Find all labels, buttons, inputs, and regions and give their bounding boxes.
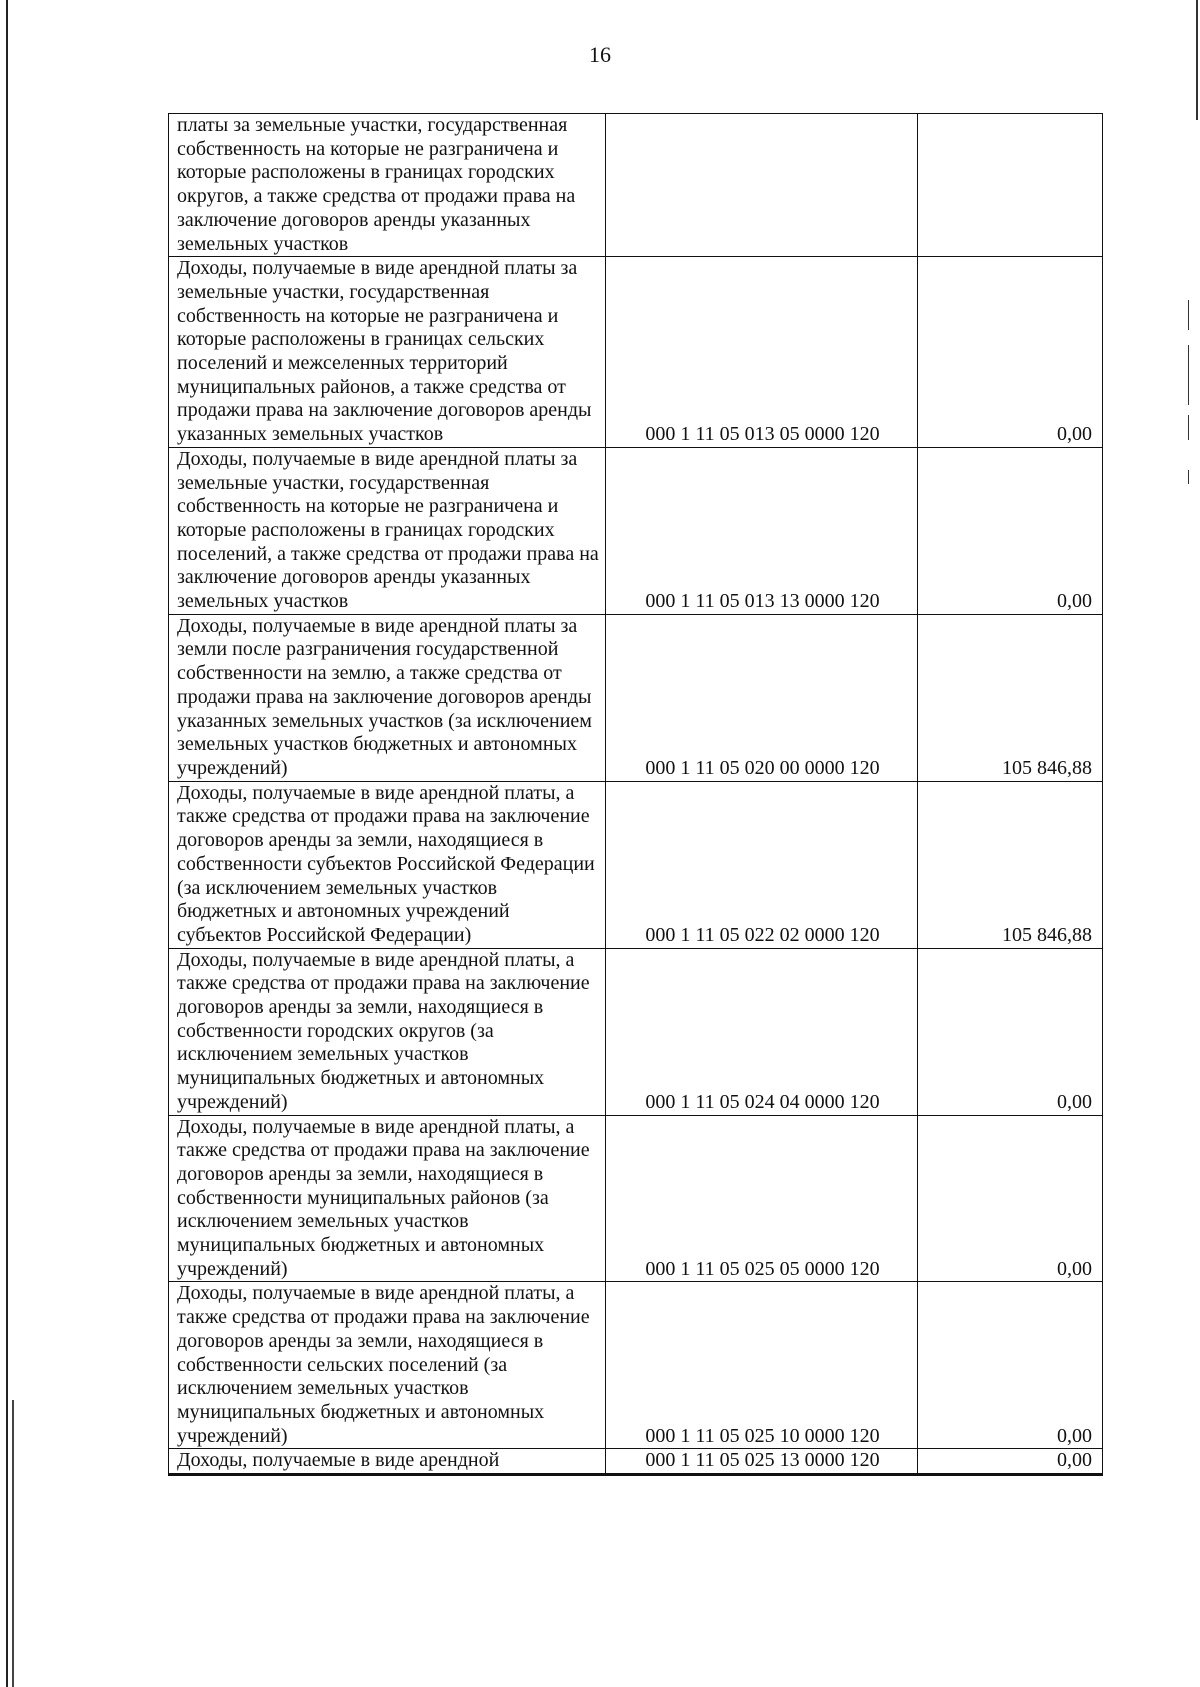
table-row [169, 114, 1103, 257]
row-code: 000 1 11 05 013 13 0000 120 [606, 447, 918, 614]
row-code: 000 1 11 05 024 04 0000 120 [606, 948, 918, 1115]
table-row [169, 1115, 1103, 1282]
row-amount: 0,00 [918, 1282, 1103, 1449]
table-row [169, 257, 1103, 448]
row-description: Доходы, получаемые в виде арендной платы за земельные участки, государственная собственность на которые не разграничена и которые расположены в границах городских поселений, а также средства от продажи права на заключение договоров аренды указанных земельных участков [169, 447, 606, 614]
scan-edge-left [6, 0, 8, 1687]
row-description: Доходы, получаемые в виде арендной платы за земельные участки, государственная собственность на которые не разграничена и которые расположены в границах сельских поселений и межселенных территорий муниципальных районов, а также средства от продажи права на заключение договоров аренды указанных земельных участков [169, 257, 606, 448]
scan-mark-right [1188, 345, 1189, 405]
row-code [606, 114, 918, 257]
row-amount: 0,00 [918, 1115, 1103, 1282]
table-row [169, 447, 1103, 614]
row-code: 000 1 11 05 025 10 0000 120 [606, 1282, 918, 1449]
scan-edge-left-inner [12, 1400, 14, 1687]
row-code: 000 1 11 05 020 00 0000 120 [606, 614, 918, 781]
row-amount: 0,00 [918, 257, 1103, 448]
table-row [169, 948, 1103, 1115]
row-amount: 105 846,88 [918, 781, 1103, 948]
row-code: 000 1 11 05 025 05 0000 120 [606, 1115, 918, 1282]
row-description: Доходы, получаемые в виде арендной платы за земли после разграничения государственной собственности на землю, а также средства от продажи права на заключение договоров аренды указанных земельных участков (за исключением земельных участков бюджетных и автономных учреждений) [169, 614, 606, 781]
scan-mark-right [1188, 470, 1189, 484]
revenue-table [168, 113, 1103, 1476]
row-description: Доходы, получаемые в виде арендной платы, а также средства от продажи права на заключение договоров аренды за земли, находящиеся в собственности городских округов (за исключением земельных участков муниципальных бюджетных и автономных учреждений) [169, 948, 606, 1115]
page-number: 16 [589, 42, 611, 67]
scan-mark-right [1188, 415, 1189, 440]
row-description: Доходы, получаемые в виде арендной платы, а также средства от продажи права на заключение договоров аренды за земли, находящиеся в собственности субъектов Российской Федерации (за исключением земельных участков бюджетных и автономных учреждений субъектов Российской Федерации) [169, 781, 606, 948]
row-description: Доходы, получаемые в виде арендной [169, 1449, 606, 1475]
row-amount: 0,00 [918, 447, 1103, 614]
table-row [169, 1449, 1103, 1475]
row-description: Доходы, получаемые в виде арендной платы, а также средства от продажи права на заключение договоров аренды за земли, находящиеся в собственности сельских поселений (за исключением земельных участков муниципальных бюджетных и автономных учреждений) [169, 1282, 606, 1449]
row-amount [918, 114, 1103, 257]
row-code: 000 1 11 05 013 05 0000 120 [606, 257, 918, 448]
table-row [169, 1282, 1103, 1449]
row-amount: 0,00 [918, 1449, 1103, 1475]
row-amount: 0,00 [918, 948, 1103, 1115]
table-row [169, 614, 1103, 781]
table-row [169, 781, 1103, 948]
row-amount: 105 846,88 [918, 614, 1103, 781]
row-code: 000 1 11 05 025 13 0000 120 [606, 1449, 918, 1475]
row-description: платы за земельные участки, государственная собственность на которые не разграничена и которые расположены в границах городских округов, а также средства от продажи права на заключение договоров аренды указанных земельных участков [169, 114, 606, 257]
row-code: 000 1 11 05 022 02 0000 120 [606, 781, 918, 948]
row-description: Доходы, получаемые в виде арендной платы, а также средства от продажи права на заключение договоров аренды за земли, находящиеся в собственности муниципальных районов (за исключением земельных участков муниципальных бюджетных и автономных учреждений) [169, 1115, 606, 1282]
scan-mark-right [1188, 300, 1189, 330]
